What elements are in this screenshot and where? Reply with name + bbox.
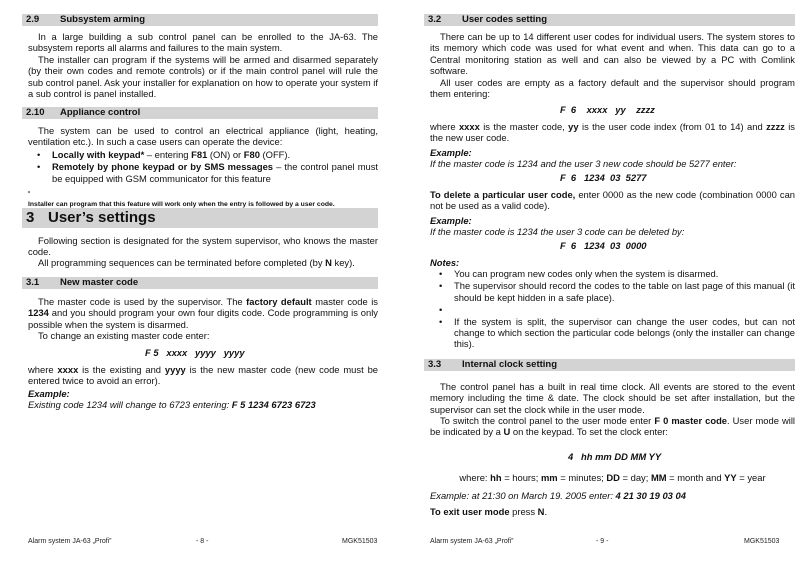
chapter-title: User’s settings xyxy=(48,209,156,226)
bold-text: xxxx xyxy=(458,121,480,132)
text: where xyxy=(28,364,58,375)
text: = minutes; xyxy=(557,472,607,483)
code-sequence: 4 21 30 19 03 04 xyxy=(615,490,686,501)
bold-text: To delete a particular user code, xyxy=(430,189,576,200)
section-number: 3.3 xyxy=(428,359,442,370)
example-text xyxy=(430,490,795,501)
chapter-header-3 xyxy=(22,208,378,228)
footnote xyxy=(28,190,380,209)
key-code: F81 xyxy=(191,149,208,160)
key-code: N xyxy=(325,257,332,268)
key-code: F80 xyxy=(243,149,260,160)
section-title: New master code xyxy=(60,277,139,288)
text: The master code is used by the supervisor. The xyxy=(38,296,247,307)
text: and you should program your own four digits code. Code programming is only possible when the system is disarmed. xyxy=(28,307,378,330)
example-text: If the master code is 1234 and the user 3 new code should be 5277 enter: xyxy=(430,158,737,169)
page-8 xyxy=(0,0,400,563)
paragraph: All user codes are empty as a factory default and the supervisor should program them entering: xyxy=(430,77,795,100)
text: is the master code, xyxy=(479,121,569,132)
text: press xyxy=(509,506,538,517)
code-sequence: F 6 xxxx yy zzzz xyxy=(560,104,655,115)
footer-left: Alarm system JA-63 „Profi‟ xyxy=(430,538,514,545)
text: is the existing and xyxy=(78,364,165,375)
footer-right: MGK51503 xyxy=(342,538,378,545)
paragraph xyxy=(430,121,795,144)
page-9 xyxy=(410,0,808,563)
paragraph: The installer can program if the systems will be armed and disarmed separately (by their own codes and remote controls) or if the main control panel will rule the sub control panel. Ask your installer for explanation on how to operate your system if a sub control is panel installed. xyxy=(28,54,378,99)
paragraph: The control panel has a built in real time clock. All events are stored to the event memory including the time & date. The clock should be set after installation, but the supervisor can set the clock while in the user mode. xyxy=(430,381,795,415)
text: = year xyxy=(736,472,766,483)
section-header-3-2 xyxy=(424,14,795,26)
text: . User mode will be indicated by a xyxy=(430,415,795,438)
text: is the new user code. xyxy=(430,121,795,144)
bold-text: U xyxy=(503,426,511,438)
bullet-list xyxy=(28,149,378,185)
paragraph: In a large building a sub control panel can be enrolled to the JA-63. The subsystem reports all alarms and failures to the main system. xyxy=(28,31,378,54)
notes-list xyxy=(430,268,795,351)
section-title: Subsystem arming xyxy=(60,14,145,25)
paragraph: The system can be used to control an electrical appliance (light, heating, ventilation etc.). In such a case users can operate the device: xyxy=(28,125,378,148)
section-header-2-10 xyxy=(22,107,378,119)
footnote-text: Installer can program that this feature will work only when the entry is followed by a user code. xyxy=(28,201,335,209)
text: . xyxy=(544,506,548,517)
section-number: 3.1 xyxy=(26,277,40,288)
bold-text: yyyy xyxy=(164,364,186,375)
chapter-number: 3 xyxy=(26,209,35,226)
paragraph: Following section is designated for the system supervisor, who knows the master code. xyxy=(28,235,378,258)
bold-text: MM xyxy=(650,472,667,483)
text: = month and xyxy=(666,472,725,483)
bold-text: Remotely by phone keypad or by SMS messages xyxy=(52,161,274,173)
example-heading: Example: xyxy=(430,215,472,226)
code-sequence: F 6 1234 03 0000 xyxy=(560,240,647,251)
bold-text: To exit user mode xyxy=(430,506,510,517)
bold-text: F 0 master code xyxy=(654,415,728,426)
text: is the user code index (from 01 to 14) and xyxy=(578,121,767,132)
example-heading: Example: xyxy=(28,388,70,399)
text: Example: at 21:30 on March 19. 2005 enter: xyxy=(430,490,616,501)
bold-text: mm xyxy=(540,472,558,483)
paragraph xyxy=(430,506,795,517)
text: is the new master code (new code must be entered twice to avoid an error). xyxy=(28,364,378,387)
code-sequence: F 6 1234 03 5277 xyxy=(560,172,647,183)
example-heading: Example: xyxy=(430,147,472,158)
paragraph: To change an existing master code enter: xyxy=(38,330,210,341)
list-item: • If the system is split, the supervisor can change the user codes, but can not change to which section the particular code belongs (only the installer can change this). xyxy=(430,316,795,350)
section-number: 2.9 xyxy=(26,14,40,25)
footnote-mark: * xyxy=(28,191,30,197)
list-item xyxy=(28,149,378,160)
text: where xyxy=(430,121,459,132)
page-number: - 8 - xyxy=(196,538,209,545)
text: = day; xyxy=(619,472,651,483)
paragraph: There can be up to 14 different user codes for individual users. The system stores to its memory which code was used for what event and when. This data can go to a Central monitoring station as well and can also be viewed by a PC with Comlink software. xyxy=(430,31,795,76)
text: = hours; xyxy=(501,472,541,483)
section-number: 2.10 xyxy=(26,107,45,118)
bold-text: 1234 xyxy=(28,307,49,319)
text: To switch the control panel to the user mode enter xyxy=(440,415,655,426)
list-item xyxy=(28,161,378,184)
text: key). xyxy=(331,257,355,268)
text: – the control panel must be equipped with GSM communicator for this feature xyxy=(52,161,379,184)
paragraph xyxy=(28,364,378,387)
bold-text: xxxx xyxy=(57,364,79,375)
code-sequence: F 5 1234 6723 6723 xyxy=(231,399,316,410)
text: All programming sequences can be terminated before completed (by xyxy=(38,257,326,268)
bold-text: zzzz xyxy=(766,121,785,132)
section-header-3-1 xyxy=(22,277,378,289)
bold-text: YY xyxy=(724,472,737,483)
text: enter 0000 as the new code (combination 0000 can not be used as a valid code). xyxy=(430,189,795,212)
paragraph xyxy=(28,257,378,268)
notes-heading: Notes: xyxy=(430,257,460,268)
example-text: If the master code is 1234 the user 3 code can be deleted by: xyxy=(430,226,685,237)
footer-left: Alarm system JA-63 „Profi‟ xyxy=(28,538,112,545)
section-number: 3.2 xyxy=(428,14,442,25)
footer-right: MGK51503 xyxy=(744,538,780,545)
text: where: xyxy=(459,472,491,483)
code-sequence: F 5 xxxx yyyy yyyy xyxy=(145,347,245,358)
text: on the keypad. To set the clock enter: xyxy=(510,426,669,438)
section-title: User codes setting xyxy=(462,14,547,25)
bold-text: yy xyxy=(568,121,579,132)
page-number: - 9 - xyxy=(596,538,609,545)
example-text xyxy=(28,399,378,410)
code-sequence: 4 hh mm DD MM YY xyxy=(568,451,662,462)
bold-text: hh xyxy=(490,472,502,483)
key-code: N xyxy=(537,506,545,517)
section-title: Appliance control xyxy=(60,107,141,118)
paragraph xyxy=(430,189,795,212)
section-header-3-3 xyxy=(424,359,795,371)
bold-text: factory default xyxy=(246,296,312,307)
example-label xyxy=(28,388,378,399)
list-item xyxy=(430,304,795,315)
list-item: • The supervisor should record the codes to the table on last page of this manual (it should be kept hidden in a safe place). xyxy=(430,280,795,303)
section-title: Internal clock setting xyxy=(462,359,558,370)
text: – entering xyxy=(144,149,192,160)
bold-text: DD xyxy=(606,472,620,483)
text: (ON) or xyxy=(207,149,244,160)
list-item: • You can program new codes only when the system is disarmed. xyxy=(430,268,795,279)
text: Existing code 1234 will change to 6723 entering: xyxy=(28,399,232,410)
section-header-2-9 xyxy=(22,14,378,26)
paragraph xyxy=(28,296,378,330)
text: master code is xyxy=(311,296,378,307)
format-legend xyxy=(430,472,795,483)
bold-text: Locally with keypad* xyxy=(52,149,145,160)
paragraph xyxy=(430,415,795,438)
text: (OFF). xyxy=(259,149,291,160)
